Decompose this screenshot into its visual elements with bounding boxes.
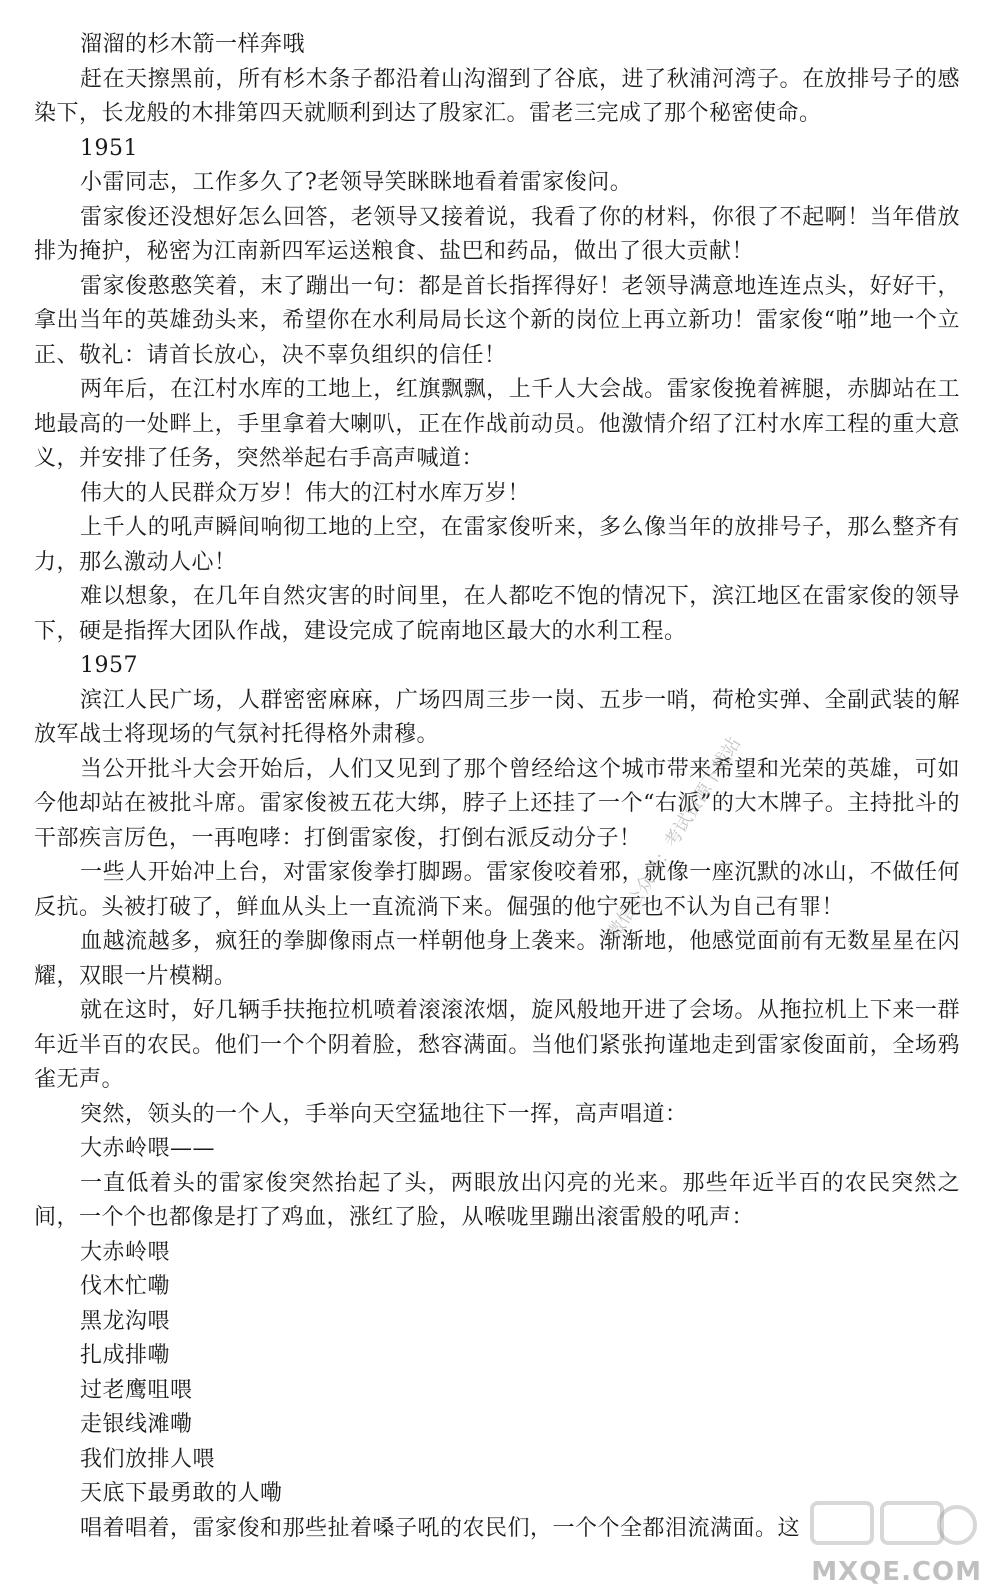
paragraph: 一直低着头的雷家俊突然抬起了头，两眼放出闪亮的光来。那些年近半百的农民突然之间，一个个也都像是打了鸡血，涨红了脸，从喉咙里蹦出滚雷般的吼声：	[34, 1170, 960, 1230]
song-line: 走银线滩嘞	[80, 1412, 193, 1437]
song-line: 伐木忙嘞	[80, 1274, 171, 1299]
paragraph: 唱着唱着，雷家俊和那些扯着嗓子吼的农民们，一个个全都泪流满面。这	[80, 1515, 801, 1541]
paragraph: 两年后，在江村水库的工地上，红旗飘飘，上千人大会战。雷家俊挽着裤腿，赤脚站在工地最高的一处畔上，手里拿着大喇叭，正在作战前动员。他激情介绍了江村水库工程的重大意义，并安排了任务，突然举起右手高声喊道：	[34, 377, 960, 471]
song-line: 我们放排人喂	[80, 1446, 216, 1472]
song-line: 大赤岭喂——	[80, 1136, 216, 1161]
paragraph: 雷家俊还没想好怎么回答，老领导又接着说，我看了你的材料，你很了不起啊！当年借放排为掩护，秘密为江南新四军运送粮食、盐巴和药品，做出了很大贡献！	[34, 204, 960, 264]
paragraph: 赶在天擦黑前，所有杉木条子都沿着山沟溜到了谷底，进了秋浦河湾子。在放排号子的感染下，长龙般的木排第四天就顺利到达了殷家汇。雷老三完成了那个秘密使命。	[34, 66, 960, 126]
song-line: 过老鹰咀喂	[80, 1377, 193, 1403]
paragraph: 一些人开始冲上台，对雷家俊拳打脚踢。雷家俊咬着邪，就像一座沉默的冰山，不做任何反抗。头被打破了，鲜血从头上一直流淌下来。倔强的他宁死也不认为自己有罪！	[34, 860, 960, 920]
document-body	[34, 28, 960, 1546]
paragraph: 伟大的人民群众万岁！伟大的江村水库万岁！	[80, 480, 531, 506]
song-line: 天底下最勇敢的人嘞	[80, 1481, 283, 1506]
paragraph: 溜溜的杉木箭一样奔哦	[80, 32, 306, 57]
song-line: 扎成排嘞	[80, 1343, 171, 1368]
song-line: 大赤岭喂	[80, 1239, 171, 1265]
paragraph: 滨江人民广场，人群密密麻麻，广场四周三步一岗、五步一哨，荷枪实弹、全副武装的解放军战士将现场的气氛衬托得格外肃穆。	[34, 687, 960, 747]
paragraph: 当公开批斗大会开始后，人们又见到了那个曾经给这个城市带来希望和光荣的英雄，可如今他却站在被批斗席。雷家俊被五花大绑，脖子上还挂了一个“右派”的大木牌子。主持批斗的干部疾言厉色，一再咆哮：打倒雷家俊，打倒右派反动分子！	[34, 756, 960, 851]
paragraph: 血越流越多，疯狂的拳脚像雨点一样朝他身上袭来。渐渐地，他感觉面前有无数星星在闪耀，双眼一片模糊。	[34, 929, 960, 989]
site-logo-text: MXQE.COM	[811, 1557, 982, 1587]
year-heading: 1957	[80, 653, 138, 678]
paragraph: 就在这时，好几辆手扶拖拉机喷着滚滚浓烟，旋风般地开进了会场。从拖拉机上下来一群年近半百的农民。他们一个个阴着脸，愁容满面。当他们紧张拘谨地走到雷家俊面前，全场鸦雀无声。	[34, 998, 960, 1092]
paragraph: 上千人的吼声瞬间响彻工地的上空，在雷家俊听来，多么像当年的放排号子，那么整齐有力，那么激动人心！	[34, 515, 960, 575]
year-heading: 1951	[80, 135, 138, 161]
watermark-text: 微信公众号：考试资源下载站	[603, 733, 746, 944]
song-line: 黑龙沟喂	[80, 1308, 171, 1334]
paragraph: 难以想象，在几年自然灾害的时间里，在人都吃不饱的情况下，滨江地区在雷家俊的领导下，硬是指挥大团队作战，建设完成了皖南地区最大的水利工程。	[34, 584, 960, 644]
paragraph: 小雷同志，工作多久了?老领导笑眯眯地看着雷家俊问。	[80, 170, 633, 195]
paragraph: 雷家俊憨憨笑着，末了蹦出一句：都是首长指挥得好！老领导满意地连连点头，好好干，拿出当年的英雄劲头来，希望你在水利局局长这个新的岗位上再立新功！雷家俊“啪”地一个立正、敬礼：请首长放心，决不辜负组织的信任！	[34, 273, 960, 368]
paragraph: 突然，领头的一个人，手举向天空猛地往下一挥，高声唱道：	[80, 1101, 688, 1127]
